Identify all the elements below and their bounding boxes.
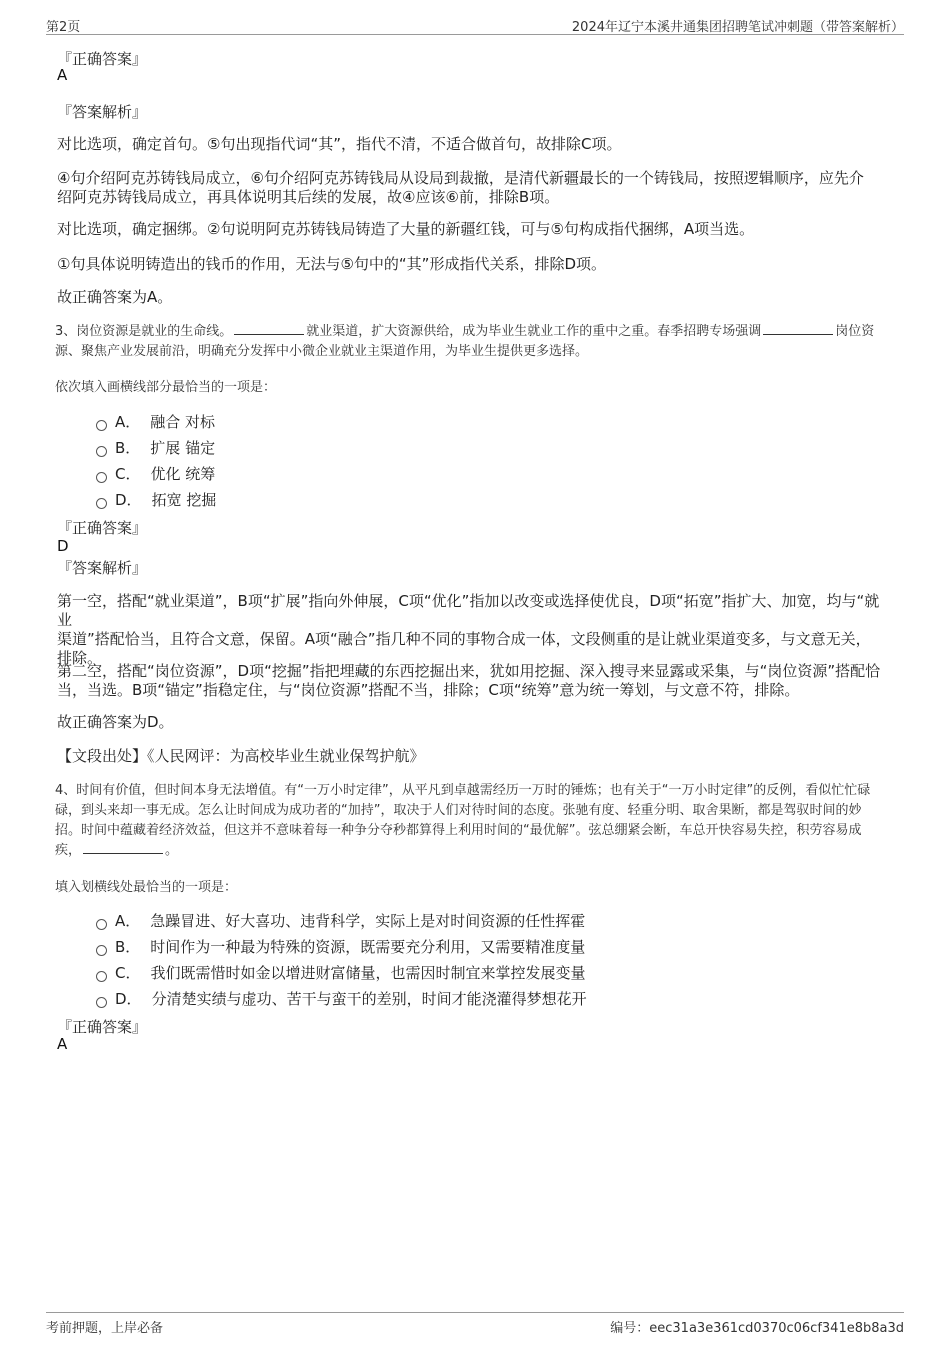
q4-option-c[interactable]: C． 我们既需惜时如金以增进财富储量，也需因时制宜来掌控发展变量 xyxy=(96,962,586,982)
analysis-paragraph xyxy=(57,135,892,154)
document-id: 编号：eec31a3e361cd0370c06cf341e8b8a3d xyxy=(610,1321,904,1336)
page-number: 第2页 xyxy=(46,20,81,35)
q3-option-c[interactable]: C． 优化 统筹 xyxy=(96,463,215,483)
answer-value: D xyxy=(57,537,69,555)
analysis-line: ①句具体说明铸造出的钱币的作用，无法与⑤句中的“其”形成指代关系，排除D项。 xyxy=(57,255,606,273)
question-line: 源、聚焦产业发展前沿，明确充分发挥中小微企业就业主渠道作用，为毕业生提供更多选择。 xyxy=(55,344,589,359)
analysis-line: 绍阿克苏铸钱局成立，再具体说明其后续的发展，故④应该⑥前，排除B项。 xyxy=(57,188,560,206)
q3-option-a[interactable]: A． 融合 对标 xyxy=(96,411,215,431)
answer-value: A xyxy=(57,66,68,84)
question-3-prompt: 依次填入画横线部分最恰当的一项是： xyxy=(55,380,277,395)
analysis-line: 对比选项，确定首句。⑤句出现指代词“其”，指代不清，不适合做首句，故排除C项。 xyxy=(57,135,622,153)
radio-button[interactable] xyxy=(96,420,107,431)
question-3-text xyxy=(55,322,895,362)
question-line: 疾， 。 xyxy=(55,843,179,858)
analysis-line: 第一空，搭配“就业渠道”，B项“扩展”指向外伸展，C项“优化”指加以改变或选择使优良，D项“拓宽”指扩大、加宽，均与“就业 xyxy=(57,592,880,629)
footer-slogan: 考前押题，上岸必备 xyxy=(46,1321,164,1336)
fill-blank xyxy=(234,322,304,335)
question-4-text xyxy=(55,781,895,861)
question-line: 3、岗位资源是就业的生命线。 就业渠道，扩大资源供给，成为毕业生就业工作的重中之重。春季招聘专场强调 岗位资 xyxy=(55,324,875,339)
radio-button[interactable] xyxy=(96,971,107,982)
radio-button[interactable] xyxy=(96,472,107,483)
analysis-conclusion xyxy=(57,288,892,307)
analysis-label: 『答案解析』 xyxy=(57,559,148,577)
analysis-line: 故正确答案为D。 xyxy=(57,713,174,731)
radio-button[interactable] xyxy=(96,446,107,457)
analysis-paragraph xyxy=(57,255,892,274)
page-header xyxy=(46,14,904,35)
analysis-line: 当，当选。B项“锚定”指稳定住，与“岗位资源”搭配不当，排除；C项“统筹”意为统一筹划，与文意不符，排除。 xyxy=(57,681,800,699)
question-line: 4、时间有价值，但时间本身无法增值。有“一万小时定律”，从平凡到卓越需经历一万时的锤炼；也有关于“一万小时定律”的反例，看似忙忙碌 xyxy=(55,783,871,798)
radio-button[interactable] xyxy=(96,919,107,930)
radio-button[interactable] xyxy=(96,997,107,1008)
radio-button[interactable] xyxy=(96,498,107,509)
source-line: 【文段出处】《人民网评：为高校毕业生就业保驾护航》 xyxy=(57,747,425,765)
analysis-line: 对比选项，确定捆绑。②句说明阿克苏铸钱局铸造了大量的新疆红钱，可与⑤句构成指代捆绑，A项当选。 xyxy=(57,220,755,238)
analysis-conclusion xyxy=(57,713,892,732)
question-4-prompt: 填入划横线处最恰当的一项是： xyxy=(55,880,238,895)
fill-blank xyxy=(763,322,833,335)
radio-button[interactable] xyxy=(96,945,107,956)
answer-label: 『正确答案』 xyxy=(57,519,148,537)
document-title: 2024年辽宁本溪井通集团招聘笔试冲刺题（带答案解析） xyxy=(571,20,904,35)
analysis-line: 排除。 xyxy=(57,649,103,667)
q4-option-a[interactable]: A． 急躁冒进、好大喜功、违背科学，实际上是对时间资源的任性挥霍 xyxy=(96,910,585,930)
analysis-line: 渠道”搭配恰当，且符合文意，保留。A项“融合”指几种不同的事物合成一体，文段侧重的是让就业渠道变多，与文意无关， xyxy=(57,630,871,648)
analysis-paragraph xyxy=(57,220,892,239)
fill-blank xyxy=(83,841,163,854)
q4-option-b[interactable]: B． 时间作为一种最为特殊的资源，既需要充分利用，又需要精准度量 xyxy=(96,936,585,956)
q3-option-d[interactable]: D． 拓宽 挖掘 xyxy=(96,489,216,509)
answer-label: 『正确答案』 xyxy=(57,50,148,68)
analysis-line: 故正确答案为A。 xyxy=(57,288,173,306)
analysis-paragraph xyxy=(57,592,892,668)
question-line: 碌，到头来却一事无成。怎么让时间成为成功者的“加持”，取决于人们对待时间的态度。张驰有度、轻重分明、取舍果断，都是驾驭时间的妙 xyxy=(55,803,862,818)
source-citation xyxy=(57,747,892,766)
analysis-paragraph xyxy=(57,169,892,207)
q3-option-b[interactable]: B． 扩展 锚定 xyxy=(96,437,215,457)
analysis-paragraph xyxy=(57,662,892,700)
analysis-label: 『答案解析』 xyxy=(57,103,148,121)
analysis-line: ④句介绍阿克苏铸钱局成立，⑥句介绍阿克苏铸钱局从设局到裁撤，是清代新疆最长的一个铸钱局，按照逻辑顺序，应先介 xyxy=(57,169,864,187)
page-footer xyxy=(46,1312,904,1337)
answer-value: A xyxy=(57,1035,68,1053)
answer-label: 『正确答案』 xyxy=(57,1018,148,1036)
analysis-line: 第二空，搭配“岗位资源”，D项“挖掘”指把埋藏的东西挖掘出来，犹如用挖掘、深入搜寻来显露或采集，与“岗位资源”搭配恰 xyxy=(57,662,881,680)
q4-option-d[interactable]: D． 分清楚实绩与虚功、苦干与蛮干的差别，时间才能浇灌得梦想花开 xyxy=(96,988,587,1008)
question-line: 招。时间中蕴藏着经济效益，但这并不意味着每一种争分夺秒都算得上利用时间的“最优解”。弦总绷紧会断，车总开快容易失控，积劳容易成 xyxy=(55,823,862,838)
